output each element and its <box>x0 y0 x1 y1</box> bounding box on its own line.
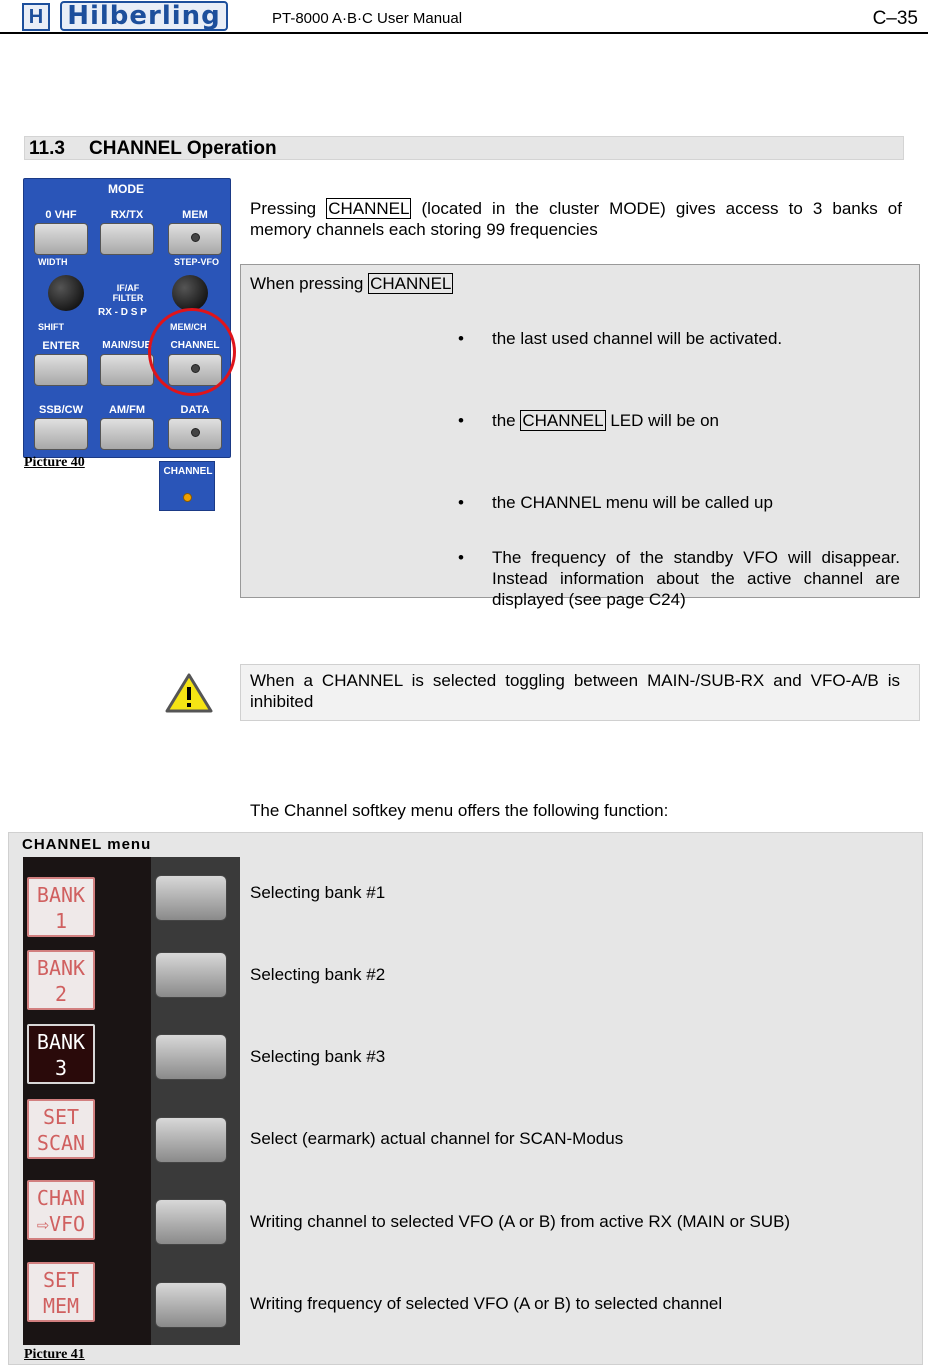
softkey-bank-2: BANK 2 <box>27 950 95 1010</box>
hardware-key <box>155 952 227 998</box>
softkey-bank-1: BANK 1 <box>27 877 95 937</box>
softkey-set-scan: SET SCAN <box>27 1099 95 1159</box>
width-label: WIDTH <box>38 257 68 267</box>
rx-dsp-label: RX - D S P <box>98 307 147 318</box>
softkey-set-mem: SET MEM <box>27 1262 95 1322</box>
key-label-ssbcw: SSB/CW <box>39 404 83 416</box>
mode-label: MODE <box>108 182 144 196</box>
key-ssbcw <box>34 418 88 450</box>
channel-led-on <box>183 493 192 502</box>
data-led <box>191 428 200 437</box>
softkey-bank-3: BANK 3 <box>27 1024 95 1084</box>
hardware-key <box>155 1034 227 1080</box>
key-label-0vhf: 0 VHF <box>45 209 77 221</box>
channel-key-ref: CHANNEL <box>328 199 410 218</box>
mini-key-label: CHANNEL <box>163 466 213 477</box>
header-title: PT-8000 A·B·C User Manual <box>272 10 463 27</box>
key-label-amfm: AM/FM <box>108 404 146 416</box>
header-rule <box>0 32 928 34</box>
intro-paragraph: Pressing CHANNEL (located in the cluster MODE) gives access to 3 banks of memory channels each storing 99 frequencies <box>250 199 902 239</box>
channel-key-lit <box>159 461 215 511</box>
step-vfo-knob <box>172 275 208 311</box>
filter-label: IF/AF FILTER <box>112 283 144 303</box>
softkey-chan-vfo: CHAN ⇨VFO <box>27 1180 95 1240</box>
softkey-description: Writing frequency of selected VFO (A or B) to selected channel <box>250 1294 723 1313</box>
key-label-mainsub: MAIN/SUB <box>102 340 152 351</box>
pressing-note-heading: When pressing CHANNEL <box>250 274 452 293</box>
warning-text: When a CHANNEL is selected toggling between MAIN-/SUB-RX and VFO-A/B is inhibited <box>250 671 900 711</box>
channel-key-ref: CHANNEL <box>370 274 452 293</box>
key-label-mem: MEM <box>182 209 208 221</box>
key-label-channel: CHANNEL <box>170 340 220 351</box>
key-enter <box>34 354 88 386</box>
section-number: 11.3 <box>29 138 65 159</box>
key-amfm <box>100 418 154 450</box>
softkey-description: Writing channel to selected VFO (A or B) from active RX (MAIN or SUB) <box>250 1212 791 1231</box>
softkey-description: Selecting bank #1 <box>250 883 386 902</box>
step-vfo-label: STEP-VFO <box>174 257 220 267</box>
softkey-intro: The Channel softkey menu offers the following function: <box>250 801 669 820</box>
hardware-key <box>155 1117 227 1163</box>
warning-icon <box>164 672 214 714</box>
softkey-description: Selecting bank #2 <box>250 965 386 984</box>
logo-mark: H <box>22 3 50 31</box>
width-knob <box>48 275 84 311</box>
hardware-key <box>155 1282 227 1328</box>
picture-40-caption: Picture 40 <box>24 455 85 470</box>
highlight-circle <box>148 308 236 396</box>
softkey-description: Selecting bank #3 <box>250 1047 386 1066</box>
key-label-enter: ENTER <box>42 340 80 352</box>
hardware-key <box>155 875 227 921</box>
mem-ch-label: MEM/CH <box>170 322 207 332</box>
mem-led <box>191 233 200 242</box>
key-label-data: DATA <box>180 404 210 416</box>
softkey-description: Select (earmark) actual channel for SCAN-Modus <box>250 1129 624 1148</box>
picture-41-caption: Picture 41 <box>24 1347 85 1362</box>
key-mainsub <box>100 354 154 386</box>
page-number: C–35 <box>872 8 918 29</box>
softkey-screen <box>23 857 240 1345</box>
shift-label: SHIFT <box>38 322 64 332</box>
channel-key-ref: CHANNEL <box>522 411 604 430</box>
section-heading <box>24 136 904 160</box>
section-title: CHANNEL Operation <box>89 138 277 159</box>
key-0vhf <box>34 223 88 255</box>
key-label-rxtx: RX/TX <box>110 209 144 221</box>
logo: Hilberling <box>60 1 228 31</box>
hardware-key <box>155 1199 227 1245</box>
channel-menu-title: CHANNEL menu <box>22 836 152 853</box>
key-rxtx <box>100 223 154 255</box>
